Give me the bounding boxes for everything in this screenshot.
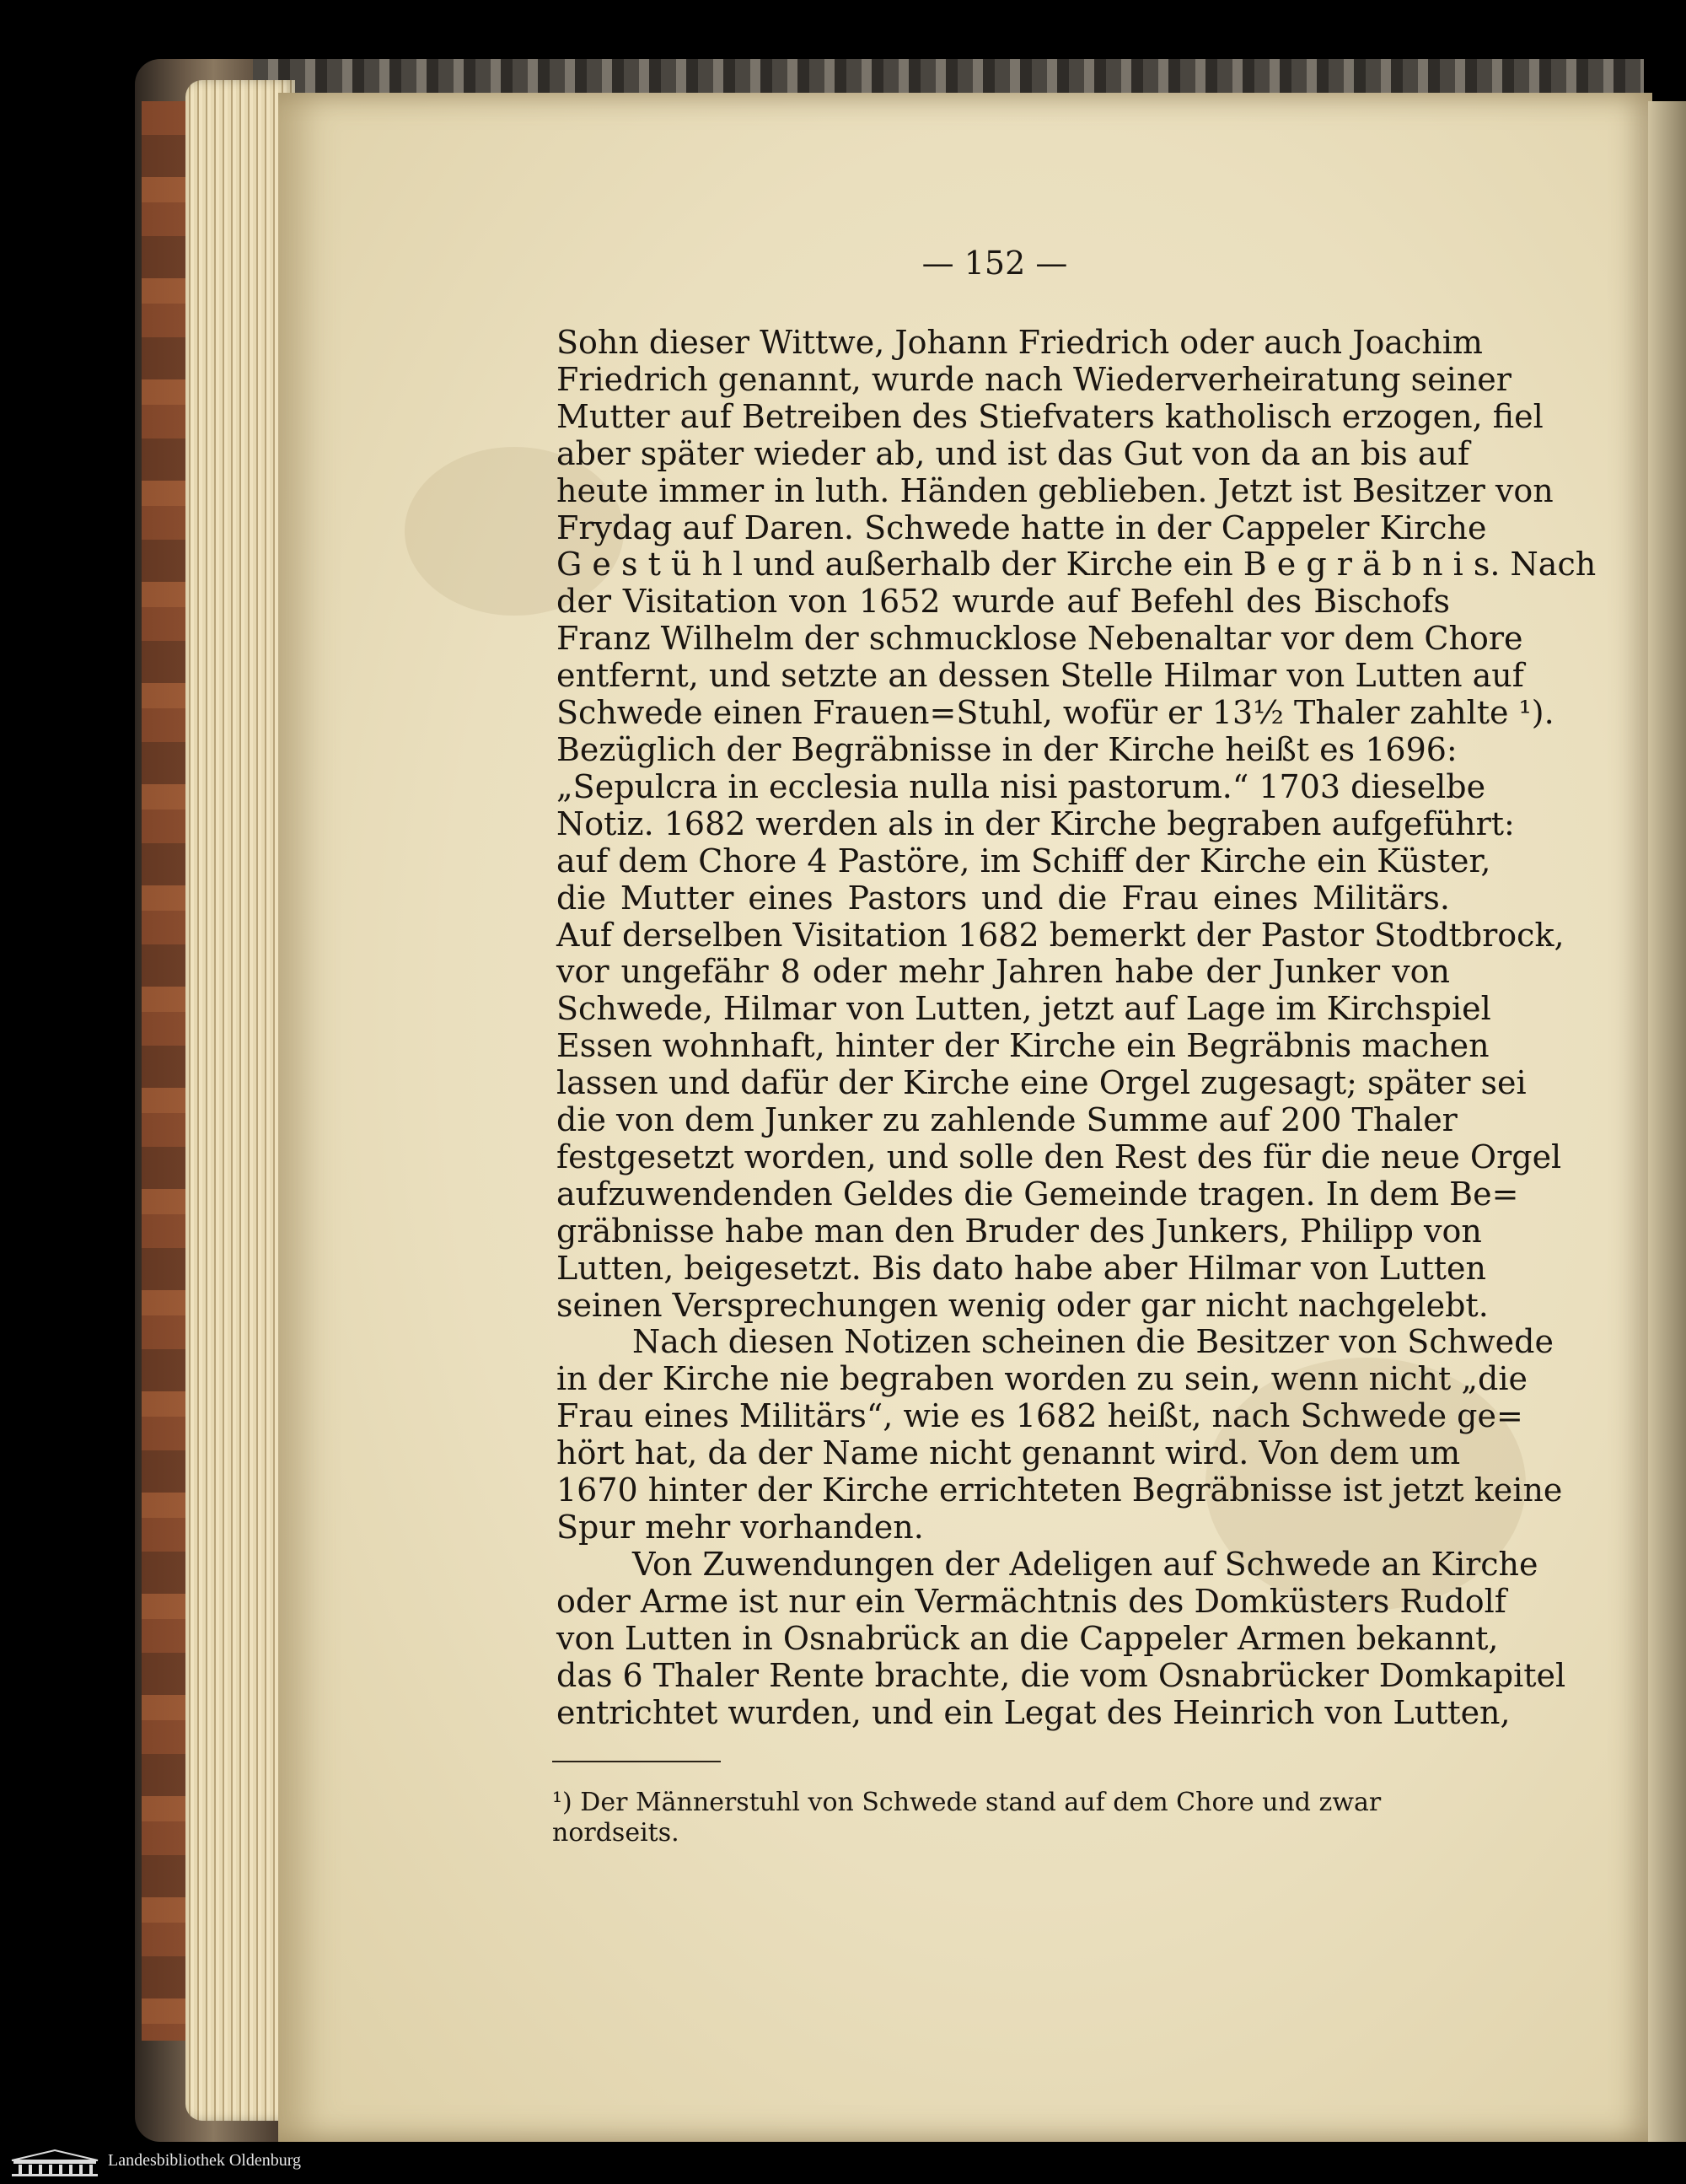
text-line: Mutter auf Betreiben des Stiefvaters katholisch erzogen, fiel — [556, 397, 1544, 435]
text-line: seinen Versprechungen wenig oder gar nicht nachgelebt. — [556, 1286, 1489, 1324]
text-line: heute immer in luth. Händen geblieben. Jetzt ist Besitzer von — [556, 471, 1554, 509]
library-building-icon — [8, 2149, 101, 2177]
text-line: Essen wohnhaft, hinter der Kirche ein Begräbnis machen — [556, 1027, 1490, 1065]
text-line: von Lutten in Osnabrück an die Cappeler Armen bekannt, — [556, 1619, 1499, 1657]
text-line: Von Zuwendungen der Adeligen auf Schwede an Kirche — [632, 1545, 1538, 1583]
text-line: die Mutter eines Pastors und die Frau eines Militärs. — [556, 879, 1450, 917]
text-line: gräbnisse habe man den Bruder des Junkers, Philipp von — [556, 1212, 1482, 1250]
text-line: der Visitation von 1652 wurde auf Befehl des Bischofs — [556, 583, 1450, 621]
text-line: Notiz. 1682 werden als in der Kirche begraben aufgeführt: — [556, 804, 1515, 842]
text-line: hört hat, da der Name nicht genannt wird. Von dem um — [556, 1434, 1461, 1472]
text-line: die von dem Junker zu zahlende Summe auf 200 Thaler — [556, 1101, 1458, 1139]
book-spine-leather — [142, 101, 192, 2041]
text-line: Nach diesen Notizen scheinen die Besitzer von Schwede — [632, 1323, 1554, 1361]
text-line: Bezüglich der Begräbnisse in der Kirche heißt es 1696: — [556, 730, 1458, 768]
text-line: Friedrich genannt, wurde nach Wiederverheiratung seiner — [556, 360, 1511, 398]
text-line: oder Arme ist nur ein Vermächtnis des Domküsters Rudolf — [556, 1582, 1506, 1620]
text-line: Frydag auf Daren. Schwede hatte in der Cappeler Kirche — [556, 508, 1487, 546]
text-line: entrichtet wurden, und ein Legat des Heinrich von Lutten, — [556, 1693, 1511, 1731]
text-line: auf dem Chore 4 Pastöre, im Schiff der Kirche ein Küster, — [556, 842, 1491, 880]
text-line: das 6 Thaler Rente brachte, die vom Osnabrücker Domkapitel — [556, 1656, 1566, 1694]
text-line: aber später wieder ab, und ist das Gut von da an bis auf — [556, 434, 1470, 472]
text-line: in der Kirche nie begraben worden zu sein, wenn nicht „die — [556, 1360, 1528, 1398]
body-text — [556, 324, 1597, 1731]
text-line: entfernt, und setzte an dessen Stelle Hilmar von Lutten auf — [556, 657, 1524, 695]
footnote-rule — [552, 1761, 721, 1762]
text-line: Schwede, Hilmar von Lutten, jetzt auf Lage im Kirchspiel — [556, 990, 1491, 1028]
text-line: festgesetzt worden, und solle den Rest des für die neue Orgel — [556, 1138, 1562, 1175]
text-line: Frau eines Militärs“, wie es 1682 heißt, nach Schwede ge= — [556, 1397, 1523, 1435]
text-line: 1670 hinter der Kirche errichteten Begräbnisse ist jetzt keine — [556, 1471, 1563, 1509]
text-line: aufzuwendenden Geldes die Gemeinde tragen. In dem Be= — [556, 1175, 1519, 1213]
text-line: Lutten, beigesetzt. Bis dato habe aber Hilmar von Lutten — [556, 1249, 1486, 1287]
text-line: Schwede einen Frauen=Stuhl, wofür er 13½ Thaler zahlte ¹). — [556, 694, 1554, 732]
text-line: Spur mehr vorhanden. — [556, 1509, 924, 1546]
library-label: Landesbibliothek Oldenburg — [108, 2151, 302, 2170]
facing-page-edge — [1648, 101, 1686, 2142]
text-line: G e s t ü h l und außerhalb der Kirche ein B e g r ä b n i s. Nach — [556, 546, 1597, 584]
text-line: „Sepulcra in ecclesia nulla nisi pastorum.“ 1703 dieselbe — [556, 767, 1486, 805]
text-line: vor ungefähr 8 oder mehr Jahren habe der Junker von — [556, 953, 1450, 991]
footnote: ¹) Der Männerstuhl von Schwede stand auf dem Chore und zwar nordseits. — [552, 1788, 1382, 1848]
text-line: Sohn dieser Wittwe, Johann Friedrich oder auch Joachim — [556, 324, 1483, 361]
text-line: Franz Wilhelm der schmucklose Nebenaltar vor dem Chore — [556, 620, 1523, 658]
text-line: Auf derselben Visitation 1682 bemerkt der Pastor Stodtbrock, — [556, 916, 1565, 954]
text-line: lassen und dafür der Kirche eine Orgel zugesagt; später sei — [556, 1064, 1527, 1102]
page-number: — 152 — — [921, 245, 1068, 282]
